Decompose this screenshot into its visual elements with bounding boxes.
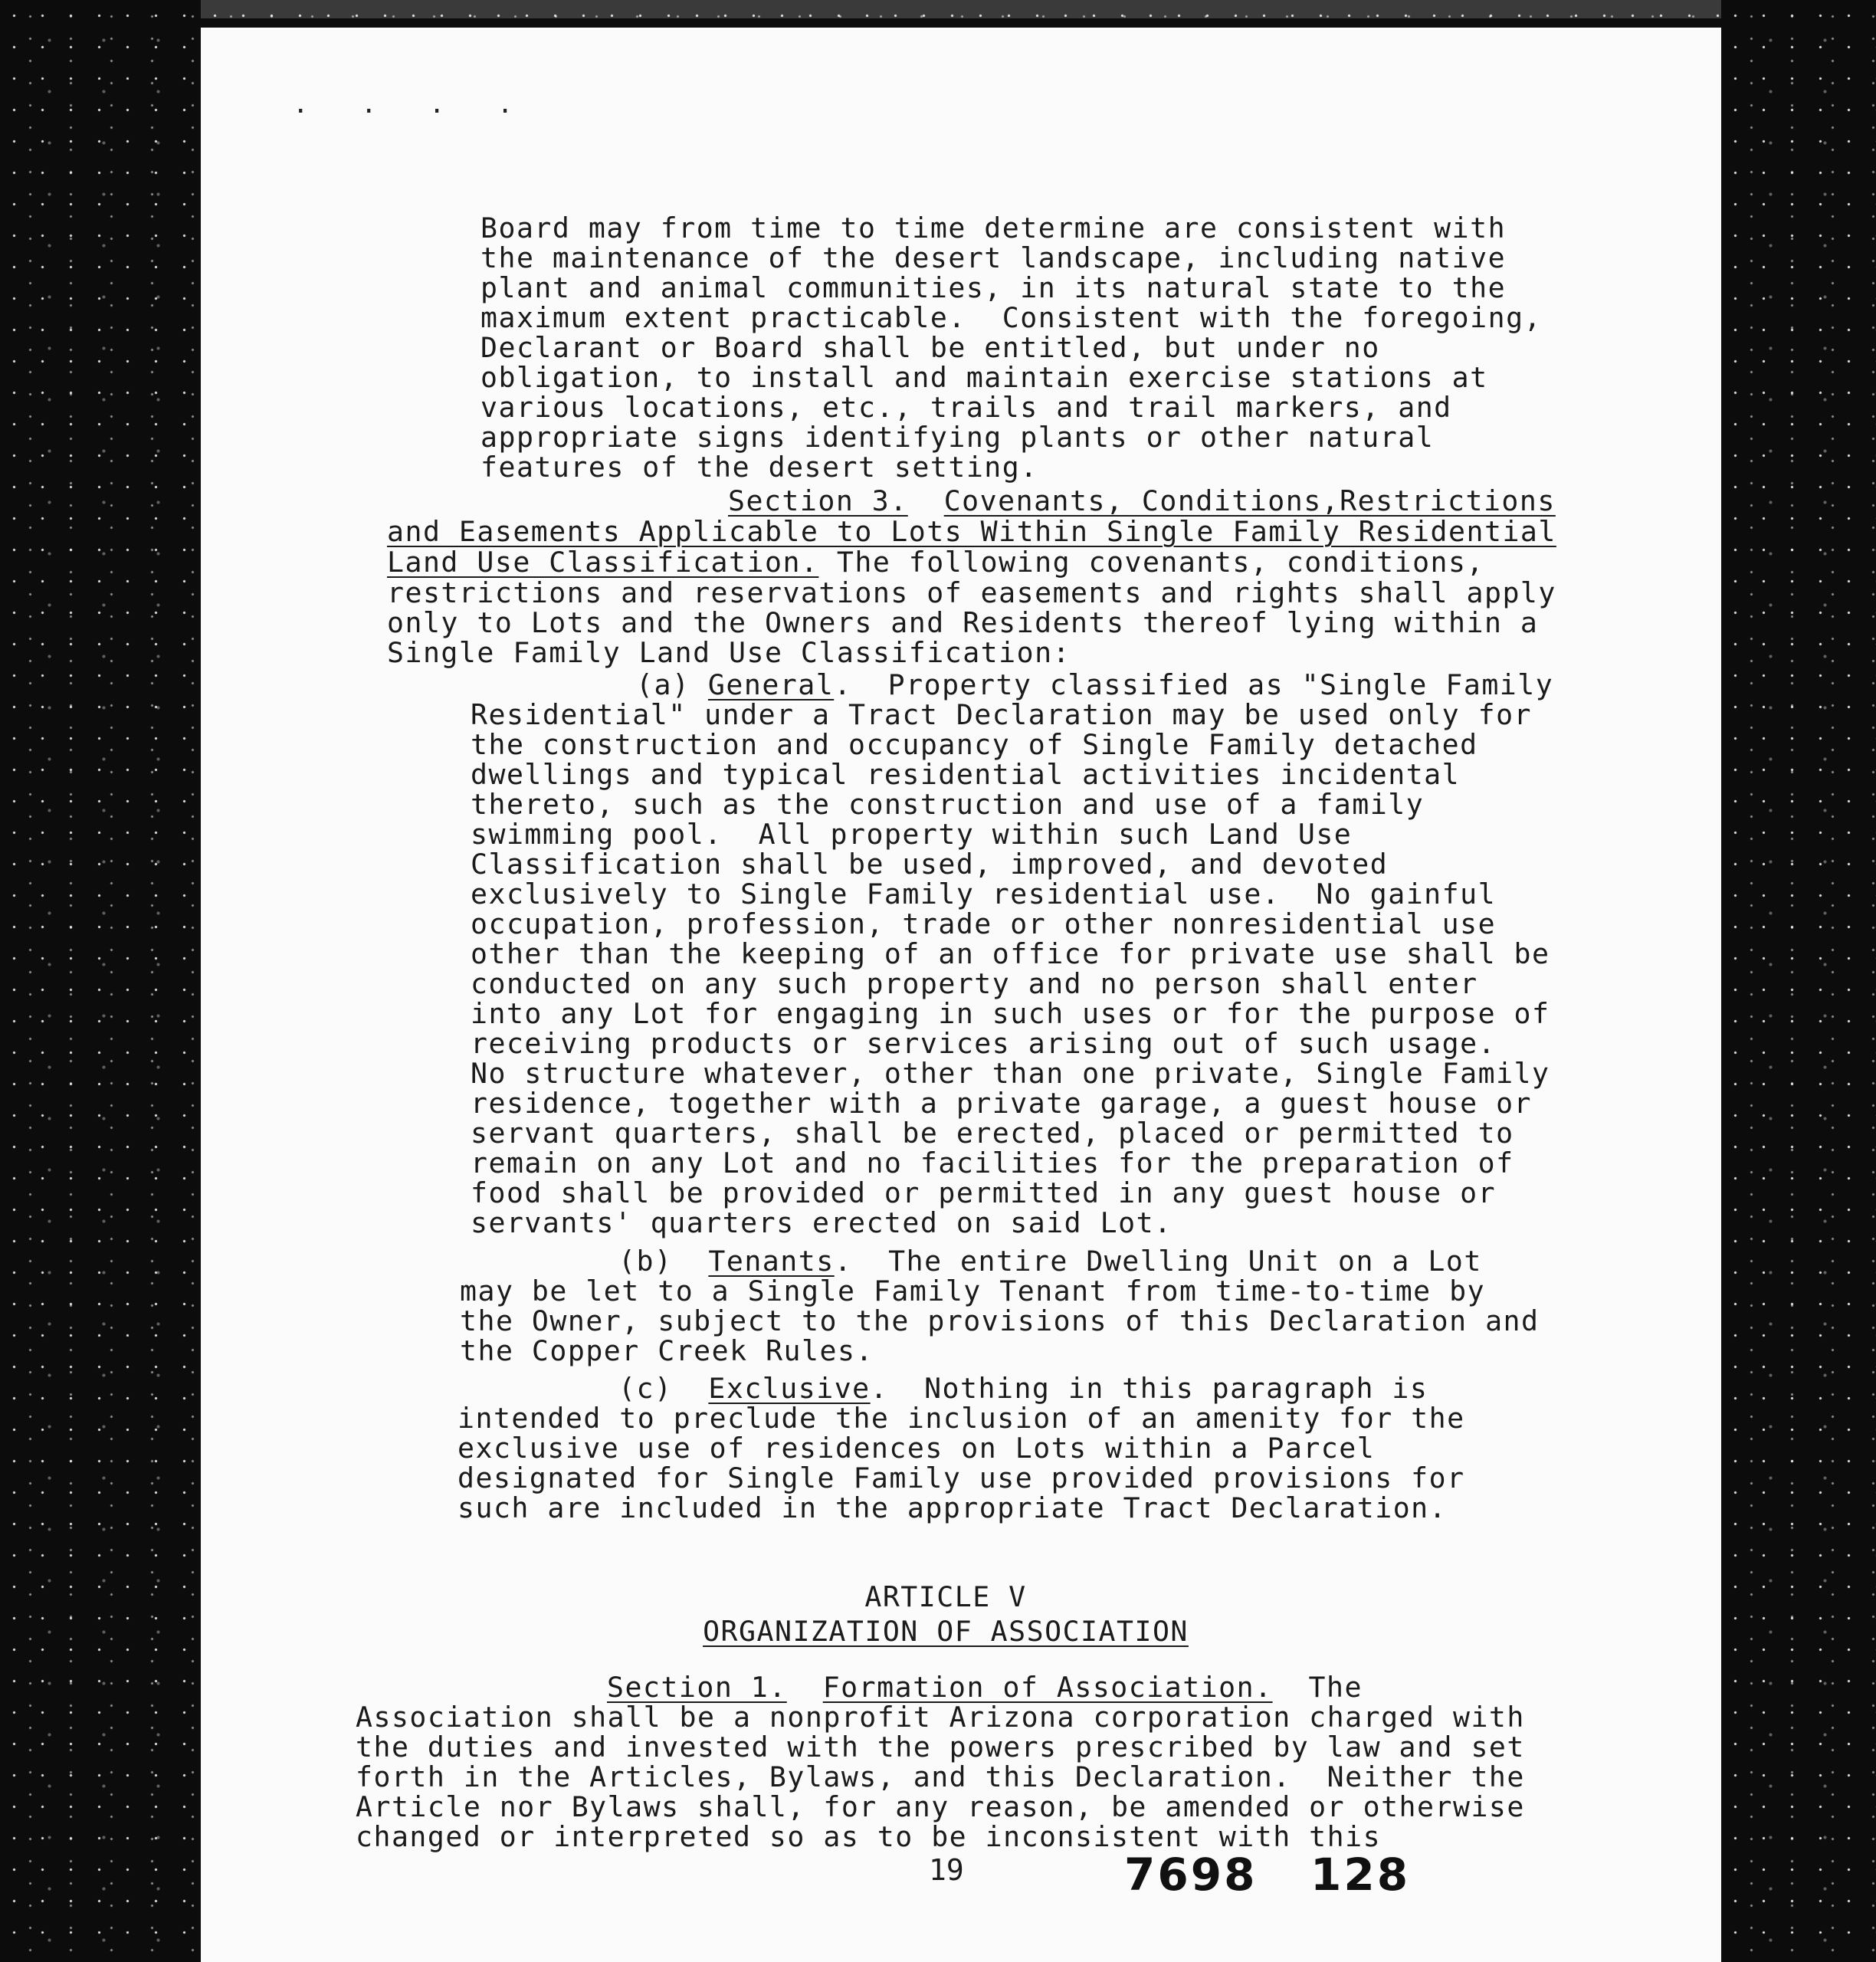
text-line: appropriate signs identifying plants or other natural (480, 421, 1435, 454)
text-line: may be let to a Single Family Tenant from time-to-time by (460, 1275, 1486, 1307)
text-line: Association shall be a nonprofit Arizona corporation charged with (356, 1701, 1525, 1734)
subsection-b-heading-line: (b) Tenants. The entire Dwelling Unit on a Lot (618, 1245, 1482, 1278)
subsection-c-heading: Exclusive (708, 1372, 871, 1405)
scan-border-top (201, 0, 1721, 18)
text-line: Board may from time to time determine are consistent with (480, 212, 1507, 244)
text-line: conducted on any such property and no person shall enter (471, 967, 1478, 1000)
text-line: the Copper Creek Rules. (460, 1334, 874, 1367)
recording-stamp-docket: 7698 (1124, 1849, 1258, 1901)
page-number: 19 (929, 1853, 964, 1887)
section-3-title-continued: and Easements Applicable to Lots Within Single Family Residential (387, 515, 1556, 548)
text-line: forth in the Articles, Bylaws, and this Declaration. Neither the (356, 1760, 1525, 1793)
text-line: occupation, profession, trade or other nonresidential use (471, 907, 1497, 940)
subsection-c-heading-line: (c) Exclusive. Nothing in this paragraph is (618, 1372, 1428, 1405)
section-3-title: Covenants, Conditions,Restrictions (943, 484, 1556, 517)
text-line: exclusive use of residences on Lots within a Parcel (458, 1432, 1376, 1465)
text-line: various locations, etc., trails and trail markers, and (480, 391, 1452, 424)
text-line: intended to preclude the inclusion of an amenity for the (458, 1402, 1465, 1435)
text-line: Residential" under a Tract Declaration may be used only for (471, 698, 1533, 731)
text-line: remain on any Lot and no facilities for the preparation of (471, 1147, 1514, 1179)
text-line: dwellings and typical residential activities incidental (471, 758, 1461, 791)
text-line: Single Family Land Use Classification: (387, 636, 1071, 669)
text-line: changed or interpreted so as to be inconsistent with this (356, 1820, 1382, 1853)
text-line: exclusively to Single Family residential use. No gainful (471, 878, 1497, 910)
article-title-line (185, 1615, 1706, 1648)
text-line: maximum extent practicable. Consistent with the foregoing, (480, 301, 1543, 334)
section-1-title: Formation of Association. (822, 1671, 1273, 1704)
section-3-label: Section 3. (728, 484, 908, 517)
article-number: ARTICLE V (864, 1580, 1027, 1613)
subsection-a-heading-line: (a) General. Property classified as "Single Family (636, 668, 1554, 701)
text-line: only to Lots and the Owners and Residents thereof lying within a (387, 606, 1539, 639)
scan-border-right (1721, 0, 1876, 1962)
recording-stamp-page: 128 (1310, 1849, 1411, 1901)
text-line: food shall be provided or permitted in any guest house or (471, 1176, 1497, 1209)
text-line: Declarant or Board shall be entitled, but under no (480, 331, 1380, 364)
text-line: swimming pool. All property within such Land Use (471, 818, 1353, 851)
text-line: the maintenance of the desert landscape, including native (480, 241, 1507, 274)
section-3-title-end: Land Use Classification. (387, 546, 819, 579)
text-line: No structure whatever, other than one private, Single Family (471, 1057, 1550, 1090)
section-1-heading-line: Section 1. Formation of Association. The (607, 1671, 1363, 1704)
text-line: obligation, to install and maintain exercise stations at (480, 361, 1488, 394)
text-line: the construction and occupancy of Single Family detached (471, 728, 1478, 761)
text-line: the Owner, subject to the provisions of this Declaration and (460, 1304, 1540, 1337)
scan-border-left (0, 0, 201, 1962)
text-line: servants' quarters erected on said Lot. (471, 1206, 1172, 1239)
text-line: the duties and invested with the powers prescribed by law and set (356, 1731, 1525, 1764)
document-page (201, 28, 1721, 1962)
text-line: Classification shall be used, improved, and devoted (471, 848, 1389, 881)
text-line: into any Lot for engaging in such uses or for the purpose of (471, 997, 1550, 1030)
subsection-a-heading: General (707, 668, 835, 701)
text-line: restrictions and reservations of easements and rights shall apply (387, 576, 1556, 609)
text-line: other than the keeping of an office for private use shall be (471, 937, 1550, 970)
text-line: servant quarters, shall be erected, placed or permitted to (471, 1117, 1514, 1150)
stray-marks: . . . . (293, 89, 532, 120)
section-3-title-end-line: Land Use Classification. The following covenants, conditions, (387, 546, 1484, 579)
text-line: thereto, such as the construction and use of a family (471, 788, 1425, 821)
text-line: receiving products or services arising out of such usage. (471, 1027, 1497, 1060)
subsection-b-heading: Tenants (708, 1245, 835, 1278)
text-line: such are included in the appropriate Tract Declaration. (458, 1491, 1448, 1524)
section-3-heading-line (728, 484, 1556, 517)
text-line: features of the desert setting. (480, 451, 1038, 484)
text-line: designated for Single Family use provided provisions for (458, 1462, 1465, 1494)
text-line: Article nor Bylaws shall, for any reason, be amended or otherwise (356, 1790, 1525, 1823)
article-title: ORGANIZATION OF ASSOCIATION (703, 1615, 1189, 1648)
text-line: residence, together with a private garage, a guest house or (471, 1087, 1533, 1120)
section-1-label: Section 1. (607, 1671, 787, 1704)
text-line: plant and animal communities, in its natural state to the (480, 271, 1507, 304)
